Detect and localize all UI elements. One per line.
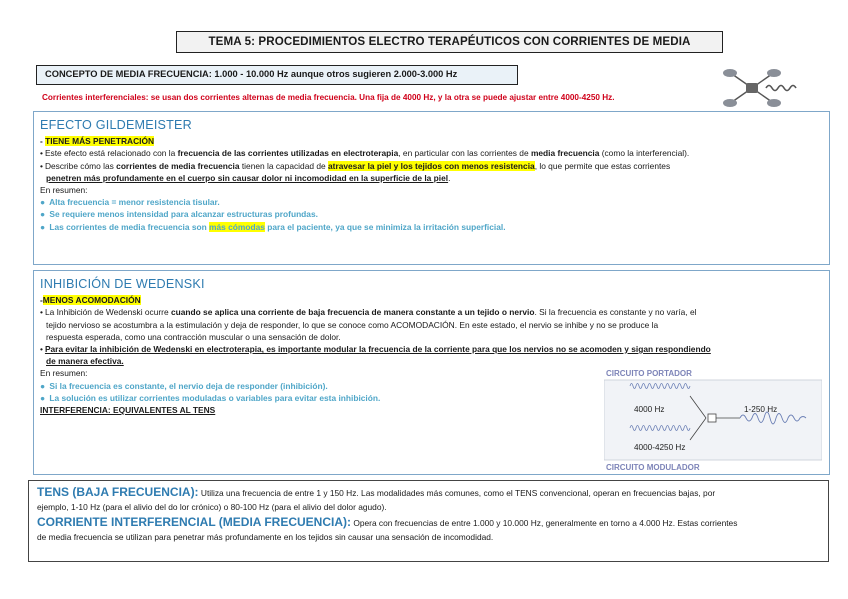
section-heading: EFECTO GILDEMEISTER xyxy=(40,118,192,132)
output-frequency: 1-250 Hz xyxy=(744,405,778,414)
text: MENOS ACOMODACIÓN xyxy=(42,295,141,306)
text: 4000-4250 Hz xyxy=(560,93,613,102)
text: Describe cómo las xyxy=(44,160,117,171)
text: penetren más profundamente en el cuerpo sin causar dolor ni incomodidad en la superficie de la piel xyxy=(46,172,449,183)
carrier-label: CIRCUITO PORTADOR xyxy=(606,369,692,378)
summary-item: ● Si la frecuencia es constante, el nervio deja de responder (inhibición). xyxy=(40,380,328,391)
modulator-label: CIRCUITO MODULADOR xyxy=(606,463,700,472)
paragraph: • La Inhibición de Wedenski ocurre cuando se aplica una corriente de baja frecuencia de manera constante a un tejido o nervio. Si la frecuencia es constante y no varía, el xyxy=(40,307,697,318)
paragraph: • Describe cómo las corrientes de media frecuencia tienen la capacidad de atravesar la piel y los tejidos con menos resistencia, lo que permite que estas corrientes xyxy=(40,160,671,171)
electrode-logo xyxy=(722,66,802,112)
subheading: -MENOS ACOMODACIÓN xyxy=(40,295,141,306)
text: media frecuencia xyxy=(530,148,600,159)
text: , y la otra se puede ajustar entre xyxy=(433,93,561,102)
summary-item: ● La solución es utilizar corrientes moduladas o variables para evitar esta inhibición. xyxy=(40,392,381,403)
paragraph: de media frecuencia se utilizan para penetrar más profundamente en los tejidos sin causar una sensación de incomodidad. xyxy=(37,531,494,542)
interferential-note xyxy=(42,92,742,104)
text: CORRIENTE INTERFERENCIAL (MEDIA FRECUENCIA): xyxy=(37,514,351,529)
paragraph xyxy=(37,514,820,531)
text: de manera efectiva. xyxy=(46,356,124,367)
subheading: - TIENE MÁS PENETRACIÓN xyxy=(40,136,155,147)
section-heading: INHIBICIÓN DE WEDENSKI xyxy=(40,277,205,291)
paragraph xyxy=(40,172,823,184)
paragraph xyxy=(40,355,823,367)
text: . xyxy=(448,172,451,183)
text: tienen la capacidad de xyxy=(239,160,328,171)
circuit-diagram xyxy=(604,368,822,472)
text: Utiliza una frecuencia de entre 1 y 150 Hz. Las modalidades más comunes, como el TENS convencional, operan en frecuencias bajas, por xyxy=(198,488,716,498)
gildemeister-panel xyxy=(33,111,830,265)
text: (como la interferencial). xyxy=(599,148,690,159)
text: TENS (BAJA FRECUENCIA): xyxy=(37,485,199,499)
text: . Si la frecuencia es constante y no varía, el xyxy=(534,307,697,318)
text: Corrientes interferenciales: se usan dos corrientes alternas de media frecuencia. Una fija de xyxy=(42,93,403,102)
text: Se requiere menos intensidad para alcanzar estructuras profundas. xyxy=(49,209,318,220)
summary-item: ● Las corrientes de media frecuencia son más cómodas para el paciente, ya que se minimiza la irritación superficial. xyxy=(40,221,506,232)
summary-item: ● Alta frecuencia = menor resistencia tisular. xyxy=(40,197,220,208)
paragraph: • Para evitar la inhibición de Wedenski en electroterapia, es importante modular la frecuencia de la corriente para que los nervios no se acomoden y sigan respondiendo xyxy=(40,344,711,354)
text: corrientes de media frecuencia xyxy=(116,160,240,171)
text: TIENE MÁS PENETRACIÓN xyxy=(45,136,155,147)
text: Para evitar la inhibición de Wedenski en electroterapia, es importante modular la frecuencia de la corriente para que los nervios no se acomoden y sigan respondiendo xyxy=(44,344,711,354)
text: para el paciente, ya que se minimiza la irritación superficial. xyxy=(264,221,506,232)
text: La solución es utilizar corrientes moduladas o variables para evitar esta inhibición. xyxy=(49,392,381,403)
summary-item: ● Se requiere menos intensidad para alcanzar estructuras profundas. xyxy=(40,209,318,220)
resumen-label: En resumen: xyxy=(40,185,88,195)
text: Este efecto está relacionado con la xyxy=(44,148,178,159)
text: atravesar la piel y los tejidos con menos resistencia xyxy=(328,160,535,171)
text: más cómodas xyxy=(209,221,265,232)
text: cuando se aplica una corriente de baja frecuencia de manera constante a un tejido o nervio xyxy=(170,307,535,318)
text: Opera con frecuencias de entre 1.000 y 10.000 Hz, generalmente en torno a 4.000 Hz. Estas corrientes xyxy=(351,517,738,528)
modulator-frequency: 4000-4250 Hz xyxy=(634,443,686,452)
text: Alta frecuencia = menor resistencia tisular. xyxy=(49,197,220,208)
text: Si la frecuencia es constante, el nervio deja de responder (inhibición). xyxy=(49,380,328,391)
resumen-label: En resumen: xyxy=(40,368,88,379)
concept-box: CONCEPTO DE MEDIA FRECUENCIA: 1.000 - 10.000 Hz aunque otros sugieren 2.000-3.000 Hz xyxy=(36,65,518,85)
tens-panel xyxy=(28,480,829,562)
page-title: TEMA 5: PROCEDIMIENTOS ELECTRO TERAPÉUTICOS CON CORRIENTES DE MEDIA xyxy=(176,31,723,53)
text: 4000 Hz xyxy=(402,93,434,102)
text: . xyxy=(612,93,615,102)
paragraph xyxy=(37,484,820,501)
text: , lo que permite que estas corrientes xyxy=(534,160,671,171)
text: Las corrientes de media frecuencia son xyxy=(49,221,210,232)
paragraph: respuesta esperada, como una contracción muscular o una sensación de dolor. xyxy=(46,331,341,342)
text: , en particular con las corrientes de xyxy=(398,148,531,159)
text: frecuencia de las corrientes utilizadas en electroterapia xyxy=(177,148,399,159)
text: La Inhibición de Wedenski ocurre xyxy=(44,307,171,318)
interference-note: INTERFERENCIA: EQUIVALENTES AL TENS xyxy=(40,404,216,415)
paragraph: ejemplo, 1-10 Hz (para el alivio del do lor crónico) o 80-100 Hz (para el alivio del dolor agudo). xyxy=(37,502,387,513)
paragraph: tejido nervioso se acostumbra a la estimulación y deja de responder, lo que se conoce como ACOMODACIÓN. En este estado, el nervio se inhibe y no se produce la xyxy=(46,319,659,330)
carrier-frequency: 4000 Hz xyxy=(634,405,665,414)
paragraph: • Este efecto está relacionado con la frecuencia de las corrientes utilizadas en electroterapia, en particular con las corrientes de media frecuencia (como la interferencial). xyxy=(40,148,690,159)
